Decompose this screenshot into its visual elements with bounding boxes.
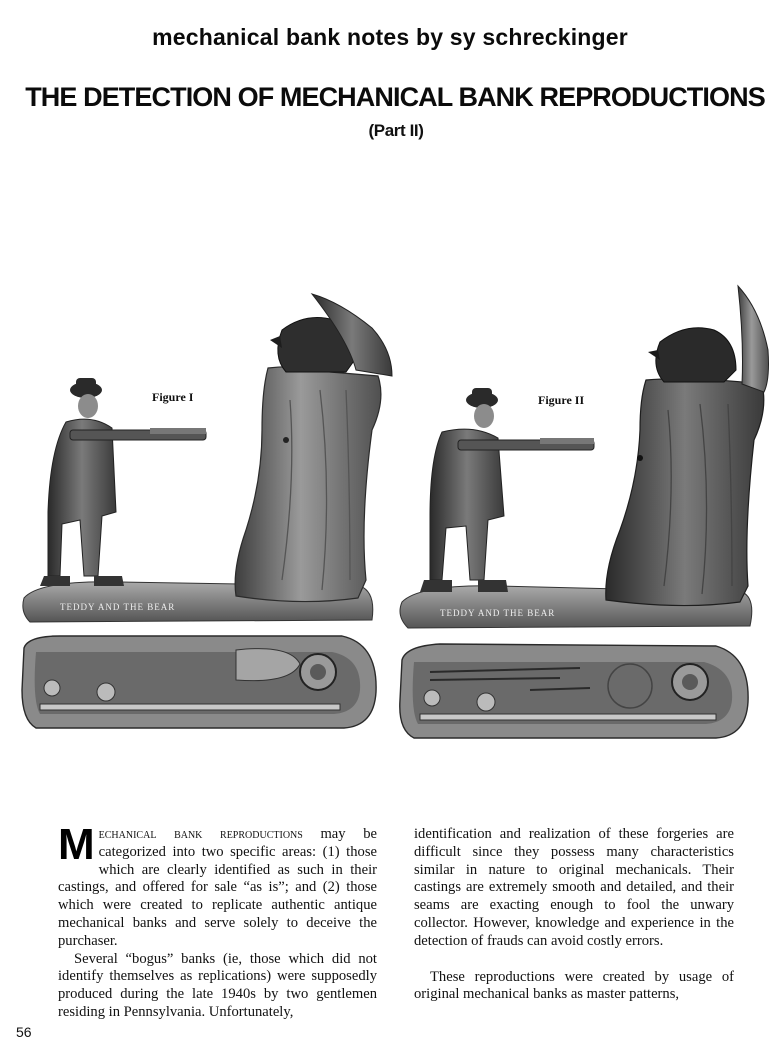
series-title: mechanical bank notes by sy schreckinger — [152, 24, 628, 50]
figure-1-label: Figure I — [152, 390, 194, 404]
figure-2-bank — [400, 286, 769, 738]
article-paragraph-4: These reproductions were created by usage of original mechanical banks as master patterns, — [414, 968, 734, 1003]
figure-2-underside — [400, 644, 748, 738]
article-paragraph-2: Several “bogus” banks (ie, those which did not identify themselves as replications) were supposedly produced during the late 1940s by two gentlemen residing in Pennsylvania. Unfortunately, — [58, 950, 377, 1020]
figure-2-label: Figure II — [538, 393, 585, 407]
lead-in: echanical bank reproductions — [98, 826, 303, 842]
paragraph-1-text: may be categorized into two specific areas: (1) those which are clearly identified as such in their castings, and offered for sale “as is”; and (2) those which were created to replicate authentic antique mechanical banks and serve solely to deceive the purchaser. — [58, 826, 377, 949]
figure-2-base-inscription: TEDDY AND THE BEAR — [440, 608, 556, 618]
part-label: (Part II) — [368, 121, 424, 140]
article-paragraph-1 — [58, 820, 377, 951]
article-column-left — [58, 820, 377, 1022]
bank-photographs — [0, 280, 780, 760]
figure-1-underside — [22, 636, 376, 728]
page-number: 56 — [16, 1024, 32, 1040]
drop-cap: M — [58, 820, 95, 869]
article-column-right — [414, 826, 734, 1004]
article-title: THE DETECTION OF MECHANICAL BANK REPRODUCTIONS — [25, 82, 765, 112]
figure-1-base-inscription: TEDDY AND THE BEAR — [60, 602, 176, 612]
figure-1-bank — [22, 294, 392, 728]
article-paragraph-3: identification and realization of these forgeries are difficult since they possess many characteristics similar in nature to original mechanicals. Their castings are extremely smooth and detailed, and their seams are exacting enough to fool the unwary collector. However, knowledge and experience in the detection of frauds can avoid costly errors. — [414, 826, 734, 949]
